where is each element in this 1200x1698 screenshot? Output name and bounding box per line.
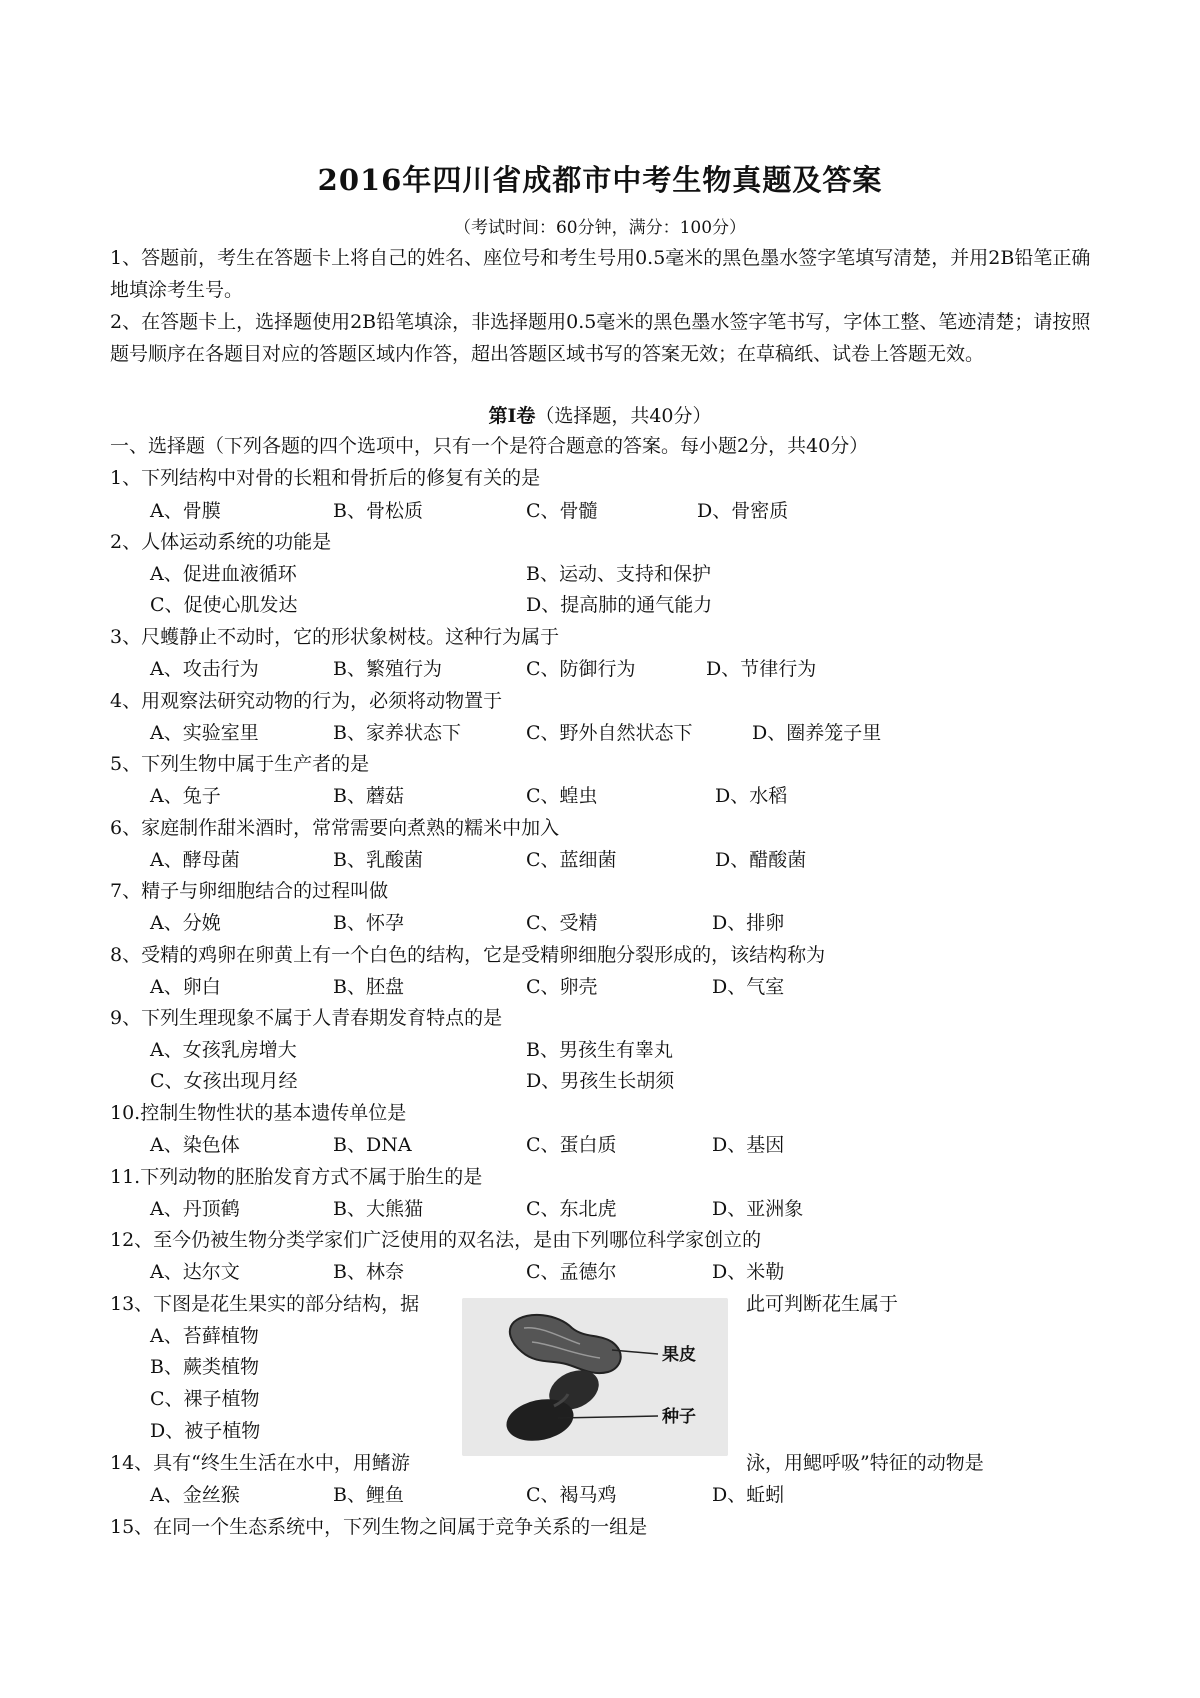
option-a: A、卵白	[150, 976, 221, 998]
option-a: A、苔藓植物	[150, 1325, 259, 1347]
option-d: D、排卵	[712, 912, 785, 934]
option-c: C、东北虎	[526, 1198, 617, 1220]
question-stem: 4、用观察法研究动物的行为，必须将动物置于	[110, 690, 503, 712]
option-d: D、亚洲象	[712, 1198, 804, 1220]
option-c: C、卵壳	[526, 976, 598, 998]
option-d: D、提高肺的通气能力	[526, 594, 713, 616]
question-stem: 8、受精的鸡卵在卵黄上有一个白色的结构，它是受精卵细胞分裂形成的，该结构称为	[110, 944, 826, 966]
question-stem: 11.下列动物的胚胎发育方式不属于胎生的是	[110, 1166, 483, 1188]
option-b: B、DNA	[333, 1134, 412, 1156]
label-pericarp: 果皮	[662, 1345, 696, 1365]
option-a: A、攻击行为	[150, 658, 259, 680]
option-a: A、促进血液循环	[150, 563, 297, 585]
option-d: D、醋酸菌	[715, 849, 807, 871]
question-stem: 7、精子与卵细胞结合的过程叫做	[110, 880, 389, 902]
question-stem-part2: 泳，用鳃呼吸”特征的动物是	[746, 1452, 984, 1474]
option-b: B、胚盘	[333, 976, 404, 998]
option-a: A、丹顶鹤	[150, 1198, 240, 1220]
option-b: B、男孩生有睾丸	[526, 1039, 673, 1061]
option-d: D、被子植物	[150, 1420, 261, 1442]
option-d: D、骨密质	[697, 500, 789, 522]
option-b: B、鲤鱼	[333, 1484, 404, 1506]
option-b: B、骨松质	[333, 500, 423, 522]
option-c: C、受精	[526, 912, 598, 934]
option-b: B、乳酸菌	[333, 849, 423, 871]
option-b: B、蘑菇	[333, 785, 404, 807]
question-stem: 10.控制生物性状的基本遗传单位是	[110, 1102, 407, 1124]
question-stem: 1、下列结构中对骨的长粗和骨折后的修复有关的是	[110, 467, 541, 489]
option-d: D、米勒	[712, 1261, 785, 1283]
instruction-2: 2、在答题卡上，选择题使用2B铅笔填涂，非选择题用0.5毫米的黑色墨水签字笔书写，字体工整、笔迹清楚；请按照题号顺序在各题目对应的答题区域内作答，超出答题区域书写的答案无效；在草稿纸、试卷上答题无效。	[110, 311, 1091, 365]
option-a: A、金丝猴	[150, 1484, 240, 1506]
option-b: B、怀孕	[333, 912, 404, 934]
label-seed: 种子	[662, 1407, 696, 1427]
option-d: D、蚯蚓	[712, 1484, 785, 1506]
option-b: B、运动、支持和保护	[526, 563, 711, 585]
question-stem: 3、尺蠖静止不动时，它的形状象树枝。这种行为属于	[110, 626, 560, 648]
question-stem: 2、人体运动系统的功能是	[110, 531, 332, 553]
question-stem: 5、下列生物中属于生产者的是	[110, 753, 370, 775]
option-c: C、女孩出现月经	[150, 1070, 298, 1092]
option-a: A、女孩乳房增大	[150, 1039, 297, 1061]
option-d: D、圈养笼子里	[752, 722, 882, 744]
peanut-illustration	[462, 1298, 728, 1456]
exam-info: （考试时间：60分钟，满分：100分）	[453, 218, 747, 238]
part-heading: 一、选择题（下列各题的四个选项中，只有一个是符合题意的答案。每小题2分，共40分）	[110, 435, 869, 457]
option-c: C、孟德尔	[526, 1261, 617, 1283]
option-c: C、骨髓	[526, 500, 598, 522]
option-a: A、染色体	[150, 1134, 240, 1156]
option-d: D、水稻	[715, 785, 788, 807]
peanut-figure	[462, 1298, 728, 1456]
option-c: C、蝗虫	[526, 785, 598, 807]
option-c: C、促使心肌发达	[150, 594, 298, 616]
question-stem: 6、家庭制作甜米酒时，常常需要向煮熟的糯米中加入	[110, 817, 560, 839]
question-stem: 9、下列生理现象不属于人青春期发育特点的是	[110, 1007, 503, 1029]
question-stem: 12、至今仍被生物分类学家们广泛使用的双名法，是由下列哪位科学家创立的	[110, 1229, 762, 1251]
question-stem-part1: 13、下图是花生果实的部分结构，据	[110, 1293, 420, 1315]
page-title: 2016年四川省成都市中考生物真题及答案	[317, 163, 883, 197]
option-b: B、蕨类植物	[150, 1356, 259, 1378]
option-b: B、林奈	[333, 1261, 404, 1283]
option-c: C、防御行为	[526, 658, 636, 680]
option-d: D、男孩生长胡须	[526, 1070, 675, 1092]
option-c: C、裸子植物	[150, 1388, 260, 1410]
option-c: C、蛋白质	[526, 1134, 617, 1156]
option-a: A、兔子	[150, 785, 221, 807]
option-b: B、大熊猫	[333, 1198, 423, 1220]
option-a: A、分娩	[150, 912, 221, 934]
section-heading	[0, 401, 1200, 428]
option-a: A、骨膜	[150, 500, 221, 522]
option-d: D、气室	[712, 976, 785, 998]
option-a: A、实验室里	[150, 722, 259, 744]
option-c: C、野外自然状态下	[526, 722, 693, 744]
option-b: B、家养状态下	[333, 722, 461, 744]
option-c: C、蓝细菌	[526, 849, 617, 871]
option-a: A、达尔文	[150, 1261, 240, 1283]
option-d: D、基因	[712, 1134, 785, 1156]
question-stem: 15、在同一个生态系统中，下列生物之间属于竞争关系的一组是	[110, 1516, 648, 1538]
option-d: D、节律行为	[706, 658, 817, 680]
option-b: B、繁殖行为	[333, 658, 442, 680]
instruction-1: 1、答题前，考生在答题卡上将自己的姓名、座位号和考生号用0.5毫米的黑色墨水签字笔填写清楚，并用2B铅笔正确地填涂考生号。	[110, 247, 1091, 301]
question-stem-part2: 此可判断花生属于	[746, 1293, 899, 1315]
section-note: （选择题，共40分）	[535, 405, 712, 427]
section-title: 第Ⅰ卷	[488, 405, 536, 427]
option-c: C、褐马鸡	[526, 1484, 617, 1506]
option-a: A、酵母菌	[150, 849, 240, 871]
question-stem-part1: 14、具有“终生生活在水中，用鳍游	[110, 1452, 410, 1474]
